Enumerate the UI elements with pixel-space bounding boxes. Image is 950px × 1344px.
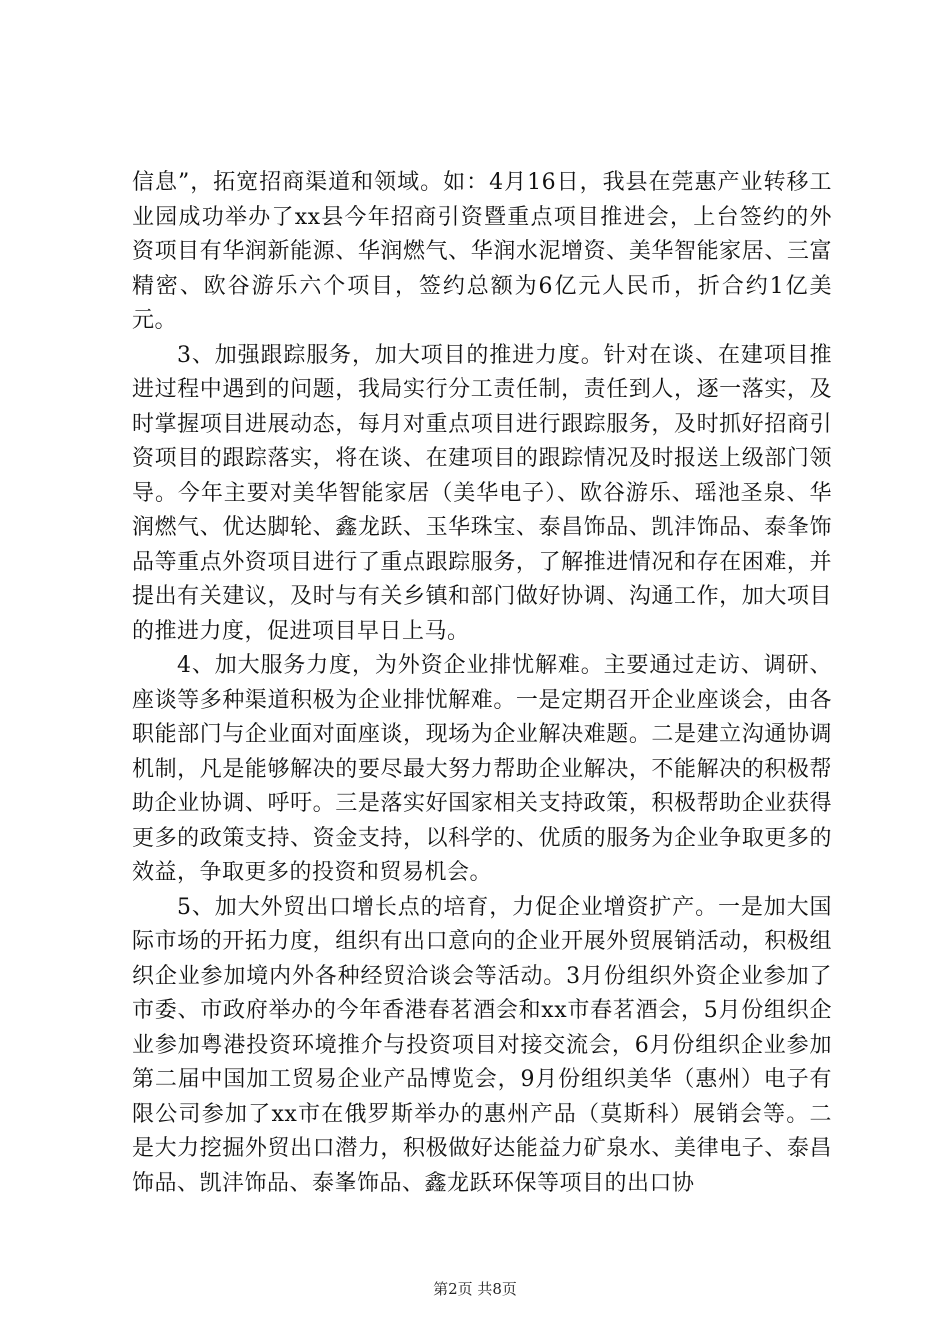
document-body [132,166,832,1201]
paragraph-1: 信息”，拓宽招商渠道和领域。如：4月16日，我县在莞惠产业转移工业园成功举办了xx县今年招商引资暨重点项目推进会，上台签约的外资项目有华润新能源、华润燃气、华润水泥增资、美华智能家居、三富精密、欧谷游乐六个项目，签约总额为6亿元人民币，折合约1亿美元。 [132,170,832,333]
paragraph-2: 3、加强跟踪服务，加大项目的推进力度。针对在谈、在建项目推进过程中遇到的问题，我局实行分工责任制，责任到人，逐一落实，及时掌握项目进展动态，每月对重点项目进行跟踪服务，及时抓好招商引资项目的跟踪落实，将在谈、在建项目的跟踪情况及时报送上级部门领导。今年主要对美华智能家居（美华电子）、欧谷游乐、瑶池圣泉、华润燃气、优达脚轮、鑫龙跃、玉华珠宝、泰昌饰品、凯沣饰品、泰夆饰品等重点外资项目进行了重点跟踪服务，了解推进情况和存在困难，并提出有关建议，及时与有关乡镇和部门做好协调、沟通工作，加大项目的推进力度，促进项目早日上马。 [132,342,832,644]
paragraph-3: 4、加大服务力度，为外资企业排忧解难。主要通过走访、调研、座谈等多种渠道积极为企业排忧解难。一是定期召开企业座谈会，由各职能部门与企业面对面座谈，现场为企业解决难题。二是建立沟通协调机制，凡是能够解决的要尽最大努力帮助企业解决，不能解决的积极帮助企业协调、呼吁。三是落实好国家相关支持政策，积极帮助企业获得更多的政策支持、资金支持，以科学的、优质的服务为企业争取更多的效益，争取更多的投资和贸易机会。 [132,653,832,885]
page-number-footer: 第2页 共8页 [433,1280,517,1298]
paragraph-4: 5、加大外贸出口增长点的培育，力促企业增资扩产。一是加大国际市场的开拓力度，组织有出口意向的企业开展外贸展销活动，积极组织企业参加境内外各种经贸洽谈会等活动。3月份组织外资企业参加了市委、市政府举办的今年香港春茗酒会和xx市春茗酒会，5月份组织企业参加粤港投资环境推介与投资项目对接交流会，6月份组织企业参加第二届中国加工贸易企业产品博览会，9月份组织美华（惠州）电子有限公司参加了xx市在俄罗斯举办的惠州产品（莫斯科）展销会等。二是大力挖掘外贸出口潜力，积极做好达能益力矿泉水、美律电子、泰昌饰品、凯沣饰品、泰峯饰品、鑫龙跃环保等项目的出口协 [132,894,832,1196]
